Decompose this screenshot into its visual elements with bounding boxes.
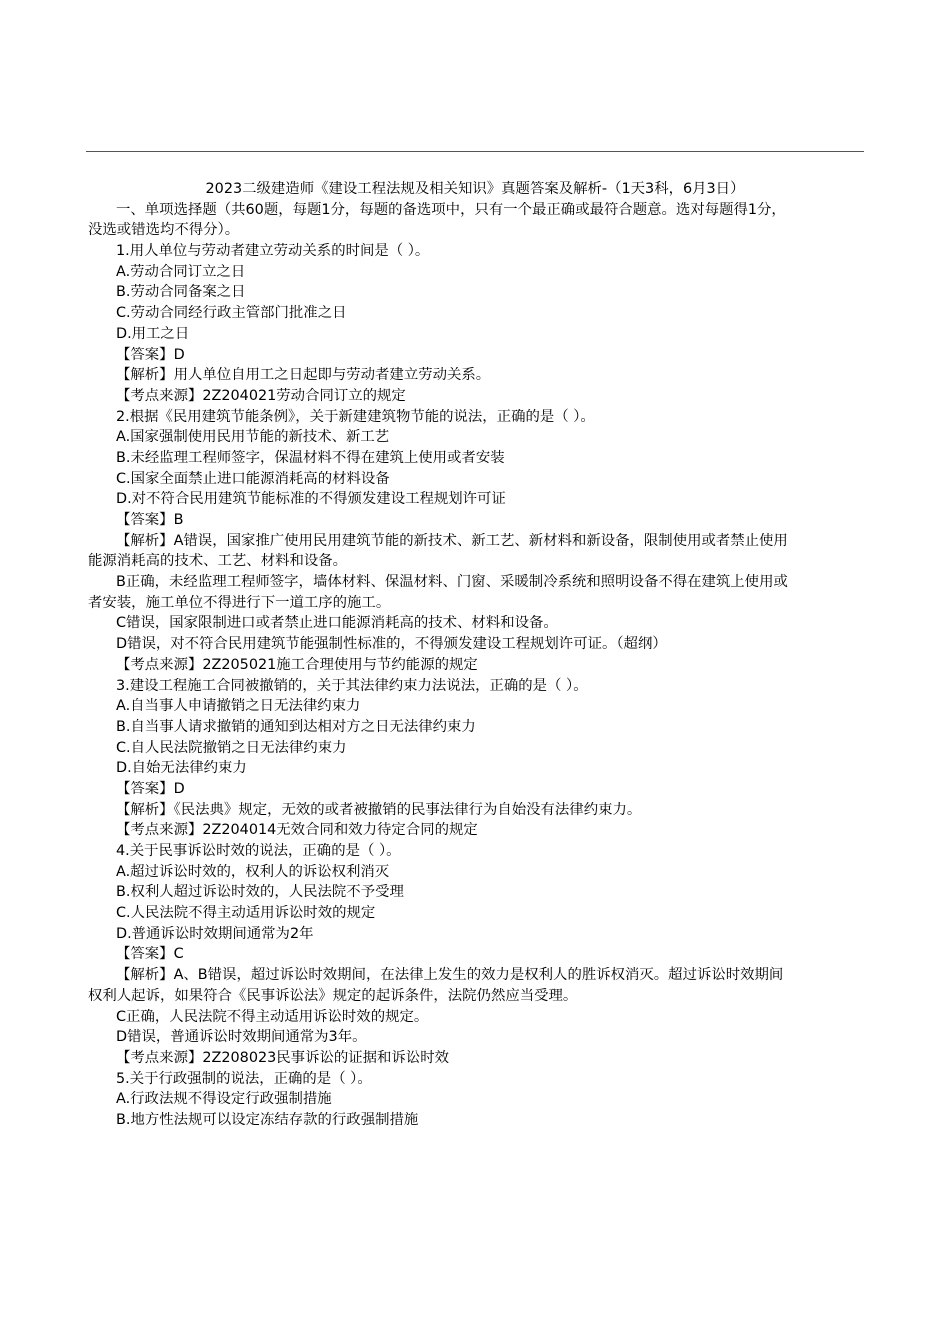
header-rule	[86, 151, 864, 152]
question-4-option-d: D.普通诉讼时效期间通常为2年	[116, 925, 314, 942]
document-title: 2023二级建造师《建设工程法规及相关知识》真题答案及解析-（1天3科，6月3日）	[205, 181, 745, 197]
question-4-analysis: 【解析】A、B错误，超过诉讼时效期间，在法律上发生的效力是权利人的胜诉权消灭。超过诉讼时效期间	[116, 967, 784, 984]
question-3-option-b: B.自当事人请求撤销的通知到达相对方之日无法律约束力	[116, 718, 476, 735]
question-5-stem: 5.关于行政强制的说法，正确的是（ ）。	[116, 1070, 372, 1087]
question-2-analysis-cont: 能源消耗高的技术、工艺、材料和设备。	[88, 553, 348, 570]
question-3-stem: 3.建设工程施工合同被撤销的，关于其法律约束力法说法，正确的是（ ）。	[116, 677, 588, 694]
question-1-option-b: B.劳动合同备案之日	[116, 284, 246, 301]
question-2-source: 【考点来源】2Z205021施工合理使用与节约能源的规定	[116, 656, 478, 673]
question-5-option-b: B.地方性法规可以设定冻结存款的行政强制措施	[116, 1111, 419, 1128]
question-3-analysis: 【解析】《民法典》规定，无效的或者被撤销的民事法律行为自始没有法律约束力。	[116, 801, 642, 818]
question-2-analysis-d: D错误，对不符合民用建筑节能强制性标准的，不得颁发建设工程规划许可证。（超纲）	[116, 636, 667, 653]
question-3-source: 【考点来源】2Z204014无效合同和效力待定合同的规定	[116, 822, 478, 839]
question-4-stem: 4.关于民事诉讼时效的说法，正确的是（ ）。	[116, 843, 401, 859]
question-5-option-a: A.行政法规不得设定行政强制措施	[116, 1091, 332, 1108]
question-2-stem: 2.根据《民用建筑节能条例》，关于新建建筑物节能的说法，正确的是（ ）。	[116, 408, 595, 425]
question-2-option-c: C.国家全面禁止进口能源消耗高的材料设备	[116, 470, 390, 487]
question-4-option-a: A.超过诉讼时效的，权利人的诉讼权利消灭	[116, 863, 390, 880]
question-2-option-a: A.国家强制使用民用节能的新技术、新工艺	[116, 429, 390, 446]
section-heading-cont: 没选或错选均不得分）。	[88, 222, 240, 239]
question-4-source: 【考点来源】2Z208023民事诉讼的证据和诉讼时效	[116, 1049, 449, 1066]
question-4-option-b: B.权利人超过诉讼时效的，人民法院不予受理	[116, 884, 404, 901]
question-3-answer: 【答案】D	[116, 780, 185, 797]
question-1-option-c: C.劳动合同经行政主管部门批准之日	[116, 305, 347, 322]
document-body	[88, 179, 862, 1131]
question-2-analysis: 【解析】A错误，国家推广使用民用建筑节能的新技术、新工艺、新材料和新设备，限制使用或者禁止使用	[116, 532, 788, 549]
question-2-option-d: D.对不符合民用建筑节能标准的不得颁发建设工程规划许可证	[116, 491, 506, 508]
question-4-option-c: C.人民法院不得主动适用诉讼时效的规定	[116, 905, 376, 922]
question-1-source: 【考点来源】2Z204021劳动合同订立的规定	[116, 387, 406, 404]
question-1-option-d: D.用工之日	[116, 325, 190, 342]
question-1-answer: 【答案】D	[116, 346, 185, 363]
question-2-option-b: B.未经监理工程师签字，保温材料不得在建筑上使用或者安装	[116, 449, 505, 466]
question-3-option-d: D.自始无法律约束力	[116, 760, 247, 777]
question-4-analysis-cont: 权利人起诉，如果符合《民事诉讼法》规定的起诉条件，法院仍然应当受理。	[88, 987, 578, 1004]
section-heading: 一、单项选择题（共60题，每题1分，每题的备选项中，只有一个最正确或最符合题意。选对每题得1分，	[116, 201, 786, 218]
question-1-analysis: 【解析】用人单位自用工之日起即与劳动者建立劳动关系。	[116, 367, 491, 384]
question-4-analysis-c: C正确，人民法院不得主动适用诉讼时效的规定。	[116, 1008, 429, 1025]
question-1-option-a: A.劳动合同订立之日	[116, 263, 246, 280]
question-2-analysis-b-cont: 者安装，施工单位不得进行下一道工序的施工。	[88, 594, 391, 611]
question-4-analysis-d: D错误，普通诉讼时效期间通常为3年。	[116, 1029, 367, 1046]
question-2-analysis-c: C错误，国家限制进口或者禁止进口能源消耗高的技术、材料和设备。	[116, 615, 558, 632]
question-2-analysis-b: B正确，未经监理工程师签字，墙体材料、保温材料、门窗、采暖制冷系统和照明设备不得在建筑上使用或	[116, 574, 788, 591]
question-3-option-c: C.自人民法院撤销之日无法律约束力	[116, 739, 347, 756]
question-4-answer: 【答案】C	[116, 946, 184, 963]
question-2-answer: 【答案】B	[116, 512, 184, 528]
question-1-stem: 1.用人单位与劳动者建立劳动关系的时间是（ ）。	[116, 243, 430, 260]
question-3-option-a: A.自当事人申请撤销之日无法律约束力	[116, 698, 361, 715]
